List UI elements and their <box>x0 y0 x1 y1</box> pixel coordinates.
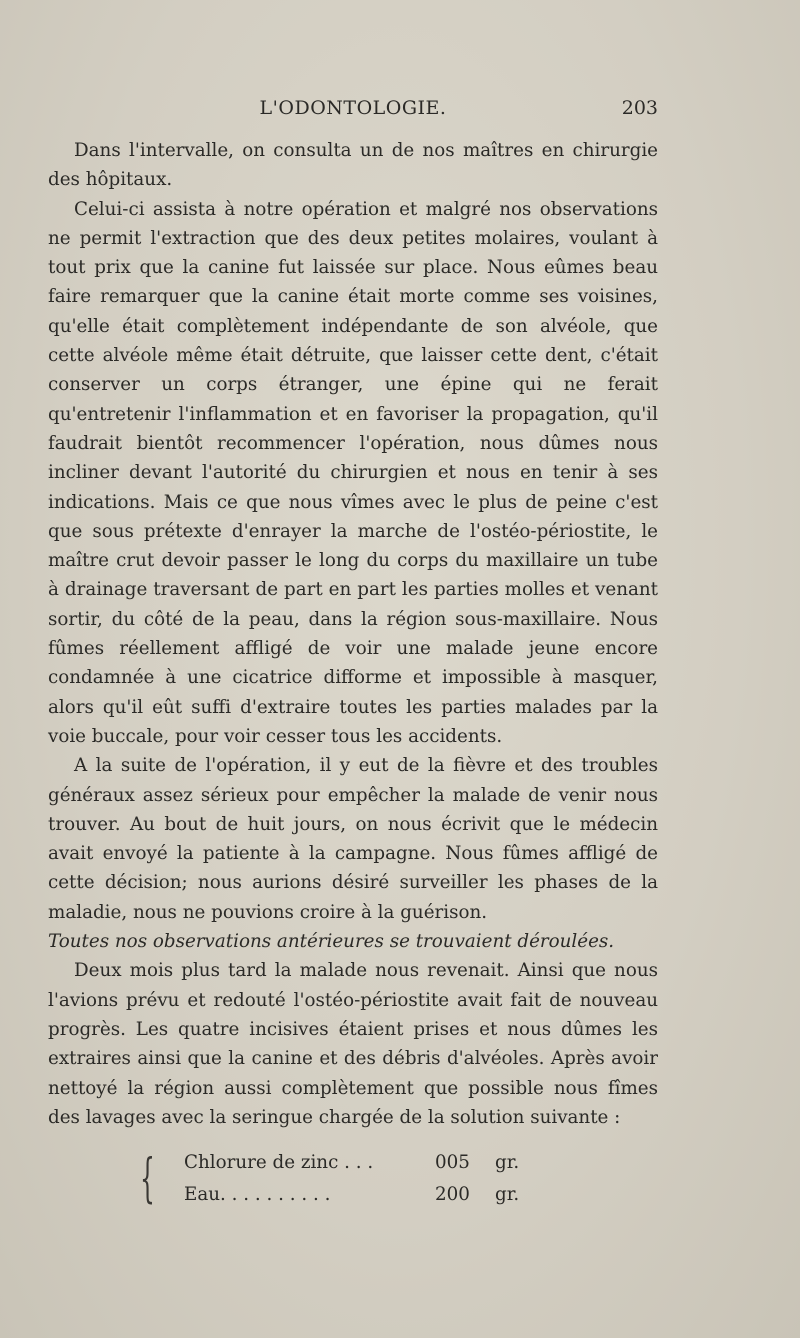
recipe-row <box>140 1147 560 1179</box>
ingredient-quantity: 005 <box>435 1152 470 1173</box>
page-number: 203 <box>621 97 658 119</box>
brace-icon: { <box>140 1149 155 1209</box>
ingredient-unit: gr. <box>495 1184 520 1205</box>
ingredient-name: Chlorure de zinc . . . <box>184 1152 374 1173</box>
running-head: L'ODONTOLOGIE. <box>259 97 447 119</box>
italic-paragraph: Toutes nos observations antérieures se trouvaient déroulées. <box>48 931 615 953</box>
ingredient-unit: gr. <box>495 1152 520 1173</box>
paragraph: Dans l'intervalle, on consulta un de nos maîtres en chirurgie des hôpitaux. <box>48 140 658 191</box>
recipe-row <box>140 1179 560 1211</box>
paragraph: Celui-ci assista à notre opération et malgré nos observations ne permit l'extraction que des deux petites molaires, voulant à tout prix que la canine fut laissée sur place. Nous eûmes beau faire remarquer que la canine était morte comme ses voisines, qu'elle était complètement indépendante de son alvéole, que cette alvéole même était détruite, que laisser cette dent, c'était conserver un corps étranger, une épine qui ne ferait qu'entretenir l'inflammation et en favoriser la propagation, qu'il faudrait bientôt recommencer l'opération, nous dûmes nous incliner devant l'autorité du chirurgien et nous en tenir à ses indications. Mais ce que nous vîmes avec le plus de peine c'est que sous prétexte d'enrayer la marche de l'ostéo-périostite, le maître crut devoir passer le long du corps du maxillaire un tube à drainage traversant de part en part les parties molles et venant sortir, du côté de la peau, dans la région sous-maxillaire. Nous fûmes réellement affligé de voir une malade jeune encore condamnée à une cicatrice difforme et impossible à masquer, alors qu'il eût suffi d'extraire toutes les parties malades par la voie buccale, pour voir cesser tous les accidents. <box>48 198 658 747</box>
body-text <box>48 136 658 1132</box>
page-header <box>48 95 658 125</box>
ingredient-name: Eau. . . . . . . . . . <box>184 1184 331 1205</box>
paragraph: Deux mois plus tard la malade nous revenait. Ainsi que nous l'avions prévu et redouté l'ostéo-périostite avait fait de nouveau progrès. Les quatre incisives étaient prises et nous dûmes les extraires ainsi que la canine et des débris d'alvéoles. Après avoir nettoyé la région aussi complètement que possible nous fîmes des lavages avec la seringue chargée de la solution suivante : <box>48 960 658 1128</box>
recipe-list <box>140 1147 560 1211</box>
ingredient-quantity: 200 <box>435 1184 470 1205</box>
paragraph: A la suite de l'opération, il y eut de la fièvre et des troubles généraux assez sérieux pour empêcher la malade de venir nous trouver. Au bout de huit jours, on nous écrivit que le médecin avait envoyé la patiente à la campagne. Nous fûmes affligé de cette décision; nous aurions désiré surveiller les phases de la maladie, nous ne pouvions croire à la guérison. <box>48 755 658 923</box>
